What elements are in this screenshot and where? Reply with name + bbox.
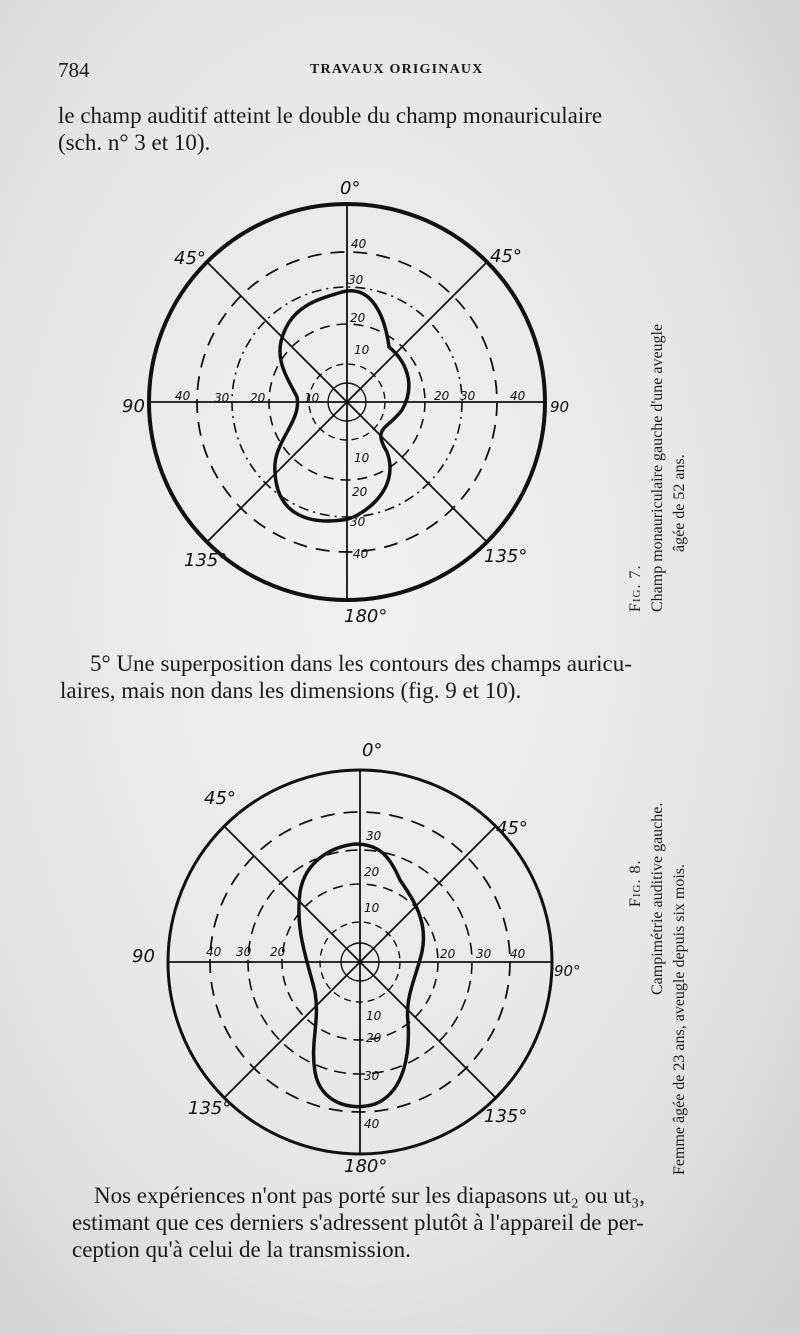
caption-line: Femme âgée de 23 ans, aveugle depuis six mois.: [671, 863, 688, 1175]
angle-label-180: 180°: [344, 1156, 388, 1177]
angle-label-45-left: 45°: [174, 248, 206, 269]
scale-label: 20: [434, 389, 450, 403]
scale-label: 30: [348, 273, 364, 287]
paragraph-line: estimant que ces derniers s'adressent plutôt à l'appareil de per-: [72, 1210, 644, 1235]
page-number: 784: [58, 58, 90, 82]
paragraph-line: 5° Une superposition dans les contours des champs auricu-: [90, 651, 632, 676]
scale-label: 10: [364, 901, 380, 915]
scale-label: 20: [250, 391, 266, 405]
caption-line: âgée de 52 ans.: [671, 454, 688, 552]
scale-label: 10: [354, 343, 370, 357]
angle-label-45-left: 45°: [204, 788, 236, 809]
scale-label: 10: [304, 391, 320, 405]
angle-label-135-left: 135°: [184, 550, 228, 571]
paragraph-2: [60, 650, 732, 704]
auditory-field-contour: [275, 291, 409, 521]
angle-label-135-right: 135°: [484, 546, 528, 567]
scale-label: 10: [366, 1009, 382, 1023]
scale-label: 30: [460, 389, 476, 403]
paragraph-3: [72, 1182, 764, 1263]
scale-label: 30: [350, 515, 366, 529]
angle-label-180: 180°: [344, 606, 388, 627]
running-title: TRAVAUX ORIGINAUX: [310, 62, 484, 77]
scale-label: 20: [350, 311, 366, 325]
auditory-field-contour: [299, 844, 424, 1107]
scale-label: 40: [351, 237, 367, 251]
scale-label: 40: [353, 547, 369, 561]
angle-label-135-left: 135°: [188, 1098, 232, 1119]
scale-label: 40: [175, 389, 191, 403]
scale-label: 20: [270, 945, 286, 959]
angle-label-45-right: 45°: [490, 246, 522, 267]
scale-label: 30: [236, 945, 252, 959]
paragraph-line: le champ auditif atteint le double du champ monauriculaire: [58, 103, 603, 128]
angle-label-45-right: 45°: [496, 818, 528, 839]
figure-7-label: Fig. 7.: [627, 564, 644, 612]
page-header: [58, 58, 742, 84]
caption-line: Champ monauriculaire gauche d'une aveugle: [649, 323, 666, 612]
figure-7-caption: [625, 192, 691, 612]
figure-8-label: Fig. 8.: [627, 859, 644, 907]
angle-label-90-left: 90: [122, 396, 145, 417]
caption-line: Campimétrie auditive gauche.: [649, 802, 666, 995]
angle-label-0: 0°: [362, 740, 383, 761]
paragraph-1: [58, 102, 728, 156]
scale-label: 20: [440, 947, 456, 961]
scale-label: 20: [352, 485, 368, 499]
figure-8-polar-diagram: [118, 730, 590, 1178]
paragraph-line: ception qu'à celui de la transmission.: [72, 1237, 411, 1262]
angle-label-0: 0°: [340, 178, 361, 199]
scale-label: 30: [364, 1069, 380, 1083]
scale-label: 30: [214, 391, 230, 405]
angle-label-90-right: 90°: [554, 962, 581, 980]
scale-label: 20: [366, 1031, 382, 1045]
scale-label: 30: [366, 829, 382, 843]
angle-label-90-right: 90: [550, 398, 570, 416]
angle-label-90-left: 90: [132, 946, 155, 967]
figure-8-caption: [625, 715, 691, 1175]
scale-label: 40: [510, 389, 526, 403]
scale-label: 40: [364, 1117, 380, 1131]
scale-label: 30: [476, 947, 492, 961]
scale-label: 20: [364, 865, 380, 879]
paragraph-line: Nos expériences n'ont pas porté sur les diapasons ut₂ ou ut₃,: [94, 1183, 645, 1208]
paragraph-line: (sch. n° 3 et 10).: [58, 130, 211, 155]
scale-label: 40: [206, 945, 222, 959]
scale-label: 10: [354, 451, 370, 465]
scale-label: 40: [510, 947, 526, 961]
angle-label-135-right: 135°: [484, 1106, 528, 1127]
figure-7-polar-diagram: [118, 172, 580, 627]
paragraph-line: laires, mais non dans les dimensions (fig. 9 et 10).: [60, 678, 522, 703]
